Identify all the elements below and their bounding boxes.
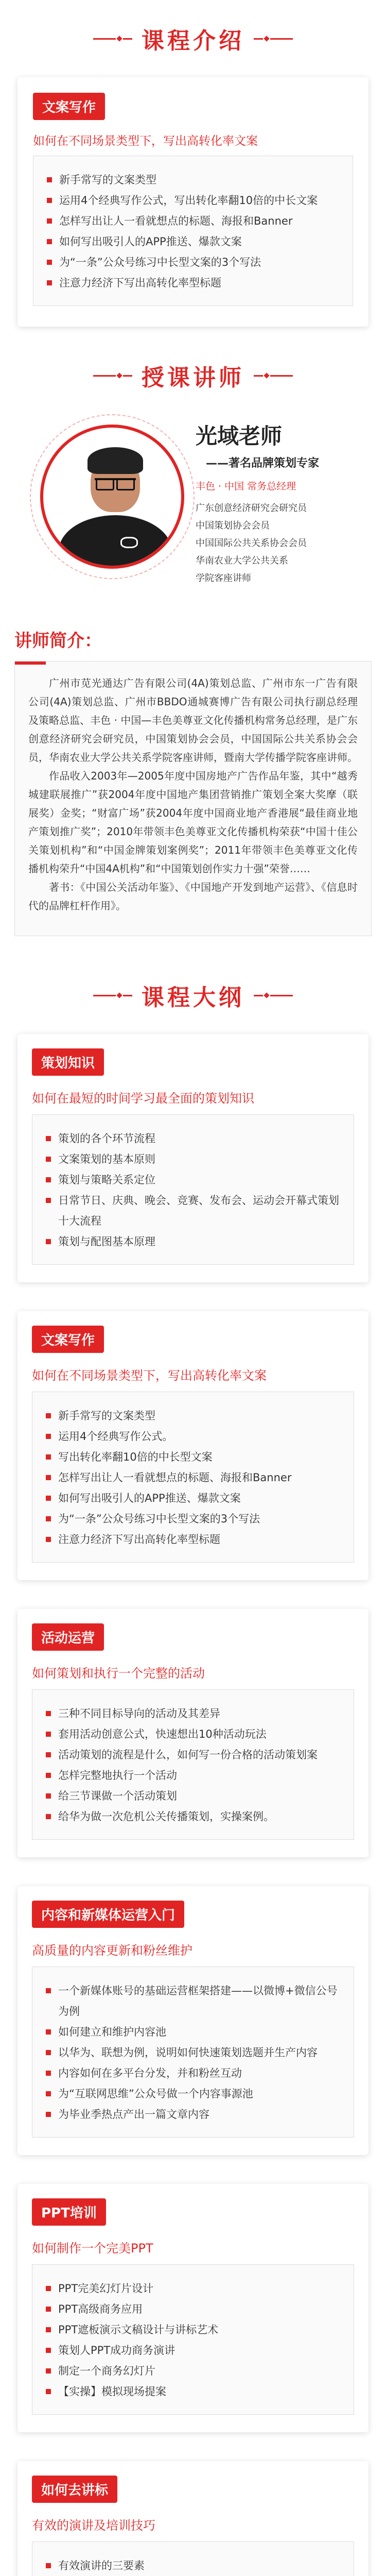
module-subtitle: 如何在不同场景类型下，写出高转化率文案: [32, 1368, 267, 1383]
title-decoration-right: [254, 37, 293, 41]
bullet-icon: [46, 1475, 51, 1480]
list-item: 怎样写出让人一看就想点的标题、海报和Banner: [46, 1467, 340, 1488]
bullet-icon: [46, 2307, 51, 2312]
lecturer-profile: [0, 414, 386, 631]
association-item: 学院客座讲师: [196, 573, 251, 584]
bullet-icon: [46, 1988, 51, 1993]
bullet-icon: [46, 2348, 51, 2353]
list-item: 为“互联网思维”公众号做一个内容事源池: [46, 2083, 340, 2104]
list-item: 为毕业季热点产出一篇文章内容: [46, 2104, 340, 2125]
bullet-icon: [46, 2286, 51, 2291]
list-item: 以华为、联想为例，说明如何快速策划选题并生产内容: [46, 2042, 340, 2063]
list-item: 日常节日、庆典、晚会、竞赛、发布会、运动会开幕式策划十大流程: [46, 1190, 340, 1231]
outline-modules: [17, 1034, 369, 2576]
list-item: 套用活动创意公式，快速想出10种活动玩法: [46, 1724, 340, 1744]
module-tag: 策划知识: [32, 1048, 104, 1076]
course-intro-tag: 文案写作: [33, 93, 105, 120]
list-item: 怎样写出让人一看就想点的标题、海报和Banner: [47, 211, 339, 231]
bullet-icon: [46, 1752, 51, 1757]
list-item: PPT完美幻灯片设计: [46, 2278, 340, 2299]
bullet-icon: [46, 2050, 51, 2055]
bullet-icon: [47, 177, 52, 182]
course-intro-title: 课程介绍: [84, 22, 302, 55]
bullet-icon: [46, 2327, 51, 2332]
bullet-icon: [46, 1454, 51, 1460]
bullet-icon: [46, 1434, 51, 1439]
list-item: 有效演讲的三要素: [46, 2555, 340, 2576]
list-item: 新手常写的文案类型: [47, 170, 339, 190]
list-item: 给三节课做一个活动策划: [46, 1786, 340, 1806]
bullet-icon: [46, 2071, 51, 2076]
association-item: 中国国际公共关系协会会员: [196, 538, 307, 549]
module-list-box: [32, 1967, 354, 2138]
module-list-box: [32, 1689, 354, 1840]
outline-module-pitching: [17, 2461, 369, 2576]
bullet-icon: [46, 2029, 51, 2035]
outline-module-ppt: [17, 2184, 369, 2432]
list-item: 策划与策略关系定位: [46, 1170, 340, 1190]
title-decoration-right: [254, 993, 293, 997]
lecturer-photo: [40, 425, 184, 569]
list-item: 为“一条”公众号练习中长型文案的3个写法: [46, 1509, 340, 1529]
course-intro-card: [17, 77, 369, 327]
bullet-icon: [46, 1516, 51, 1521]
module-list-box: [32, 2541, 354, 2576]
avatar: [40, 425, 184, 569]
lecturer-role: 丰色 · 中国 常务总经理: [196, 481, 296, 492]
association-item: 广东创意经济研究会研究员: [196, 503, 307, 514]
bullet-icon: [46, 1711, 51, 1716]
bullet-icon: [47, 218, 52, 224]
list-item: 新手常写的文案类型: [46, 1405, 340, 1426]
list-item: 制定一个商务幻灯片: [46, 2361, 340, 2381]
module-tag: 内容和新媒体运营入门: [32, 1901, 184, 1928]
list-item: 三种不同目标导向的活动及其差异: [46, 1703, 340, 1724]
list-item: PPT遮板演示文稿设计与讲标艺术: [46, 2319, 340, 2340]
association-item: 中国策划协会会员: [196, 520, 270, 531]
bullet-icon: [47, 239, 52, 244]
bullet-icon: [46, 1496, 51, 1501]
list-item: 策划与配图基本原理: [46, 1231, 340, 1252]
bullet-icon: [46, 2389, 51, 2394]
list-item: 给华为做一次危机公关传播策划，实操案例。: [46, 1806, 340, 1827]
list-item: 运用4个经典写作公式。: [46, 1426, 340, 1447]
bullet-icon: [46, 2112, 51, 2117]
bio-paragraph: 著书：《中国公关活动年鉴》、《中国地产开发到地产运营》、《信息时代的品牌杠杆作用》。: [28, 881, 358, 912]
module-subtitle: 有效的演讲及培训技巧: [32, 2518, 155, 2533]
bullet-icon: [46, 1413, 51, 1418]
course-intro-list: [47, 170, 339, 293]
list-item: 怎样完整地执行一个活动: [46, 1765, 340, 1786]
module-list-box: [32, 2264, 354, 2415]
list-item: 活动策划的流程是什么，如何写一份合格的活动策划案: [46, 1744, 340, 1765]
list-item: 策划人PPT成功商务演讲: [46, 2340, 340, 2361]
bio-label: 讲师简介：: [14, 631, 102, 651]
outline-title: 课程大纲: [84, 979, 302, 1012]
bio-card: [14, 661, 372, 936]
list-item: 如何建立和维护内容池: [46, 2022, 340, 2042]
module-tag: PPT培训: [32, 2198, 106, 2226]
module-subtitle: 如何策划和执行一个完整的活动: [32, 1666, 205, 1681]
module-tag: 如何去讲标: [32, 2476, 117, 2503]
list-item: 一个新媒体账号的基础运营框架搭建——以微博+微信公号为例: [46, 1980, 340, 2022]
outline-module-content-ops: [17, 1886, 369, 2155]
module-list-box: [32, 1114, 354, 1265]
module-subtitle: 如何制作一个完美PPT: [32, 2241, 153, 2256]
bullet-icon: [46, 2091, 51, 2096]
title-decoration-left: [93, 37, 132, 41]
lecturer-associations: [196, 500, 371, 587]
list-item: 注意力经济下写出高转化率型标题: [46, 1529, 340, 1550]
module-list-box: [32, 1392, 354, 1563]
bio-paragraph: 作品收入2003年—2005年度中国房地产广告作品年鉴，其中“越秀城建联展推广”获2004年度中国地产集团营销推广策划全案大奖摩（联展奖）金奖；“财富广场”获2004年度中国商业地产香港展“最佳商业地产策划推广奖”；2010年带领丰色美尊亚文化传播机构荣获“中国十佳公关策划机构”和“中国金牌策划案例奖”；2011年带领丰色美尊亚文化传播机构荣升“中国4A机构”和“中国策划创作实力十强”荣誉……: [28, 770, 358, 875]
bullet-icon: [46, 1239, 51, 1244]
bullet-icon: [46, 1793, 51, 1799]
title-decoration-right: [254, 374, 293, 378]
module-tag: 活动运营: [32, 1623, 104, 1651]
bullet-icon: [47, 260, 52, 265]
module-subtitle: 如何在最短的时间学习最全面的策划知识: [32, 1091, 254, 1106]
list-item: 为“一条”公众号练习中长型文案的3个写法: [47, 252, 339, 273]
list-item: 如何写出吸引人的APP推送、爆款文案: [46, 1488, 340, 1509]
course-intro-list-box: [33, 156, 353, 306]
outline-module-planning: [17, 1034, 369, 1282]
list-item: 写出转化率翻10倍的中长型文案: [46, 1447, 340, 1467]
bullet-icon: [46, 1157, 51, 1162]
course-intro-subtitle: 如何在不同场景类型下，写出高转化率文案: [33, 134, 258, 148]
lecturer-slogan: ——著名品牌策划专家: [206, 457, 320, 470]
bullet-icon: [46, 2368, 51, 2374]
bullet-icon: [47, 198, 52, 203]
outline-header: [0, 957, 386, 1034]
bullet-icon: [46, 1177, 51, 1182]
bullet-icon: [46, 1537, 51, 1542]
title-decoration-left: [93, 374, 132, 378]
module-subtitle: 高质量的内容更新和粉丝维护: [32, 1943, 192, 1958]
list-item: 如何写出吸引人的APP推送、爆款文案: [47, 231, 339, 252]
bullet-icon: [46, 1773, 51, 1778]
bullet-icon: [46, 1732, 51, 1737]
bullet-icon: [47, 280, 52, 285]
bullet-icon: [46, 1198, 51, 1203]
outline-module-event-ops: [17, 1609, 369, 1857]
list-item: PPT高级商务应用: [46, 2299, 340, 2319]
module-tag: 文案写作: [32, 1326, 104, 1353]
lecturer-header: [0, 337, 386, 414]
lecturer-title: 授课讲师: [84, 359, 302, 392]
list-item: 文案策划的基本原则: [46, 1149, 340, 1170]
list-item: 策划的各个环节流程: [46, 1128, 340, 1149]
title-decoration-left: [93, 993, 132, 997]
association-item: 华南农业大学公共关系: [196, 555, 288, 566]
list-item: 运用4个经典写作公式，写出转化率翻10倍的中长文案: [47, 190, 339, 211]
bullet-icon: [46, 1136, 51, 1141]
lecturer-name: 光域老师: [196, 423, 283, 449]
lecturer-info: [196, 419, 371, 587]
list-item: 内容如何在多平台分发，并和粉丝互动: [46, 2063, 340, 2083]
outline-module-copywriting: [17, 1311, 369, 1580]
list-item: 注意力经济下写出高转化率型标题: [47, 273, 339, 293]
bullet-icon: [46, 1814, 51, 1819]
list-item: 【实操】模拟现场提案: [46, 2381, 340, 2402]
bio-paragraph: 广州市苋光通达广告有限公司(4A)策划总监、广州市东一广告有限公司(4A)策划总监、广州市BBDO通城赛博广告有限公司执行副总经理及策略总监、丰色 · 中国—丰色美尊亚文化传播机构常务总经理，是广东创意经济研究会研究员，中国策划协会会员，中国国际公共关系协会会员，华南农业大学公共关系学院客座讲师，暨南大学传播学院客座讲师。: [28, 677, 358, 764]
course-intro-header: [0, 0, 386, 77]
bullet-icon: [46, 2563, 51, 2568]
